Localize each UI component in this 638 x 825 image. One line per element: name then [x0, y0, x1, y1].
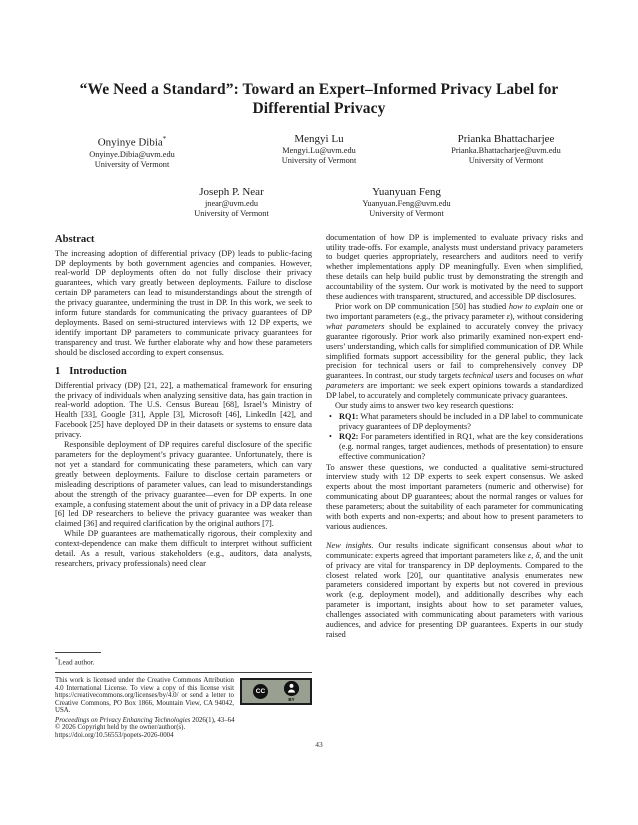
two-column-body	[0, 233, 638, 651]
author-footnote-mark: *	[162, 135, 167, 143]
left-column	[55, 233, 312, 651]
license-block	[55, 677, 312, 740]
body-paragraph: To answer these questions, we conducted a qualitative semi-structured interview study with 12 DP experts to seek expert consensus. We asked experts about the most important parameters (numeric and otherwise) for communicating about DP guarantees; about the normal ranges or values for these parameters; about the suitability of each parameter for communicating with both experts and non-experts; and about how to present parameters to various audiences.	[326, 462, 583, 531]
list-item-rq2	[326, 432, 583, 462]
author-affiliation: University of Vermont	[468, 156, 544, 165]
abstract-heading: Abstract	[55, 233, 95, 245]
author-block	[39, 133, 226, 170]
author-affiliation: University of Vermont	[94, 159, 170, 169]
page-title: “We Need a Standard”: Toward an Expert–Informed Privacy Label for Differential Privacy	[79, 81, 559, 117]
intro-paragraph: Responsible deployment of DP requires careful disclosure of the specific parameters for the deployment’s privacy guarantee. Unfortunately, there is not yet a standard for communicating these parameters, which can vary greatly between deployments. Failure to disclose certain parameters or misleading descriptions of parameter values, can lead to misunderstandings about the strength of the privacy guarantee—even for DP experts. In one example, a confusing statement about the unit of privacy in a DP data release [6] led DP researchers to believe the privacy guarantee was weaker than claimed [36] and required clarification by the original authors [7].	[55, 440, 312, 529]
body-paragraph: documentation of how DP is implemented to evaluate privacy risks and utility trade-offs. For example, analysts must understand privacy parameters to budget queries appropriately, researchers and auditors need to verify whether implementations apply DP meaningfully. Even when simplified, these details can help build public trust by demonstrating the strength and accountability of the system. Our work is motivated by the need to support these audiences with transparent, structured, and accessible DP disclosures.	[326, 232, 583, 302]
body-paragraph-new-insights: New insights. Our results indicate significant consensus about what to communicate: experts agreed that important parameters like ε, δ, and the unit of privacy are vital for transparency in DP deployments. Compared to the closest related work [20], our quantitative analysis enumerates new parameters considered important by experts but not covered in previous work (e.g. deployment model), and additionally describes why each parameter is important, insights about how to set parameter values, challenges associated with communicating about parameters with various audiences, and advice for presenting DP guarantees. Experts in our study raised	[326, 540, 583, 639]
authors-row-1	[0, 133, 638, 170]
list-item-rq1	[326, 412, 583, 432]
author-name	[319, 186, 494, 199]
author-name	[226, 133, 413, 146]
section-title: Introduction	[69, 365, 127, 377]
abstract-text: The increasing adoption of differential privacy (DP) leads to public-facing DP deployments by both government agencies and companies. However, real-world DP deployments often do not fully disclose their privacy guarantees, which vary greatly between deployments. Failure to disclose certain DP parameters can lead to misunderstandings about the strength of the privacy guarantee, undermining the trust in DP. In this work, we seek to inform future standards for communicating the privacy guarantees of DP deployments. Based on semi-structured interviews with 12 DP experts, we identify important DP parameters to communicate privacy guarantees for transparency and trust. We further elaborate why and how these parameters should be disclosed according to expert consensus.	[55, 248, 312, 357]
author-affiliation: University of Vermont	[281, 156, 357, 165]
author-block	[144, 186, 319, 219]
license-text: This work is licensed under the Creative Commons Attribution 4.0 International License. To view a copy of this license visit https://creativecommons.org/licenses/by/4.0/ or send a letter to Creative Commons, PO Box 1866, Mountain View, CA 94042, USA.	[55, 676, 234, 715]
section-heading-introduction	[55, 365, 312, 378]
author-block	[319, 186, 494, 219]
author-name-text: Onyinye Dibia	[97, 136, 163, 149]
body-paragraph: Prior work on DP communication [50] has studied how to explain one or two important parameters (e.g., the privacy parameter ε), without considering what parameters should be explained to accurately convey the privacy guarantee rigorously. Prior work also primarily examined non-expert end-users’ understanding, which calls for simplified communication of DP. While simplified formats support accessibility for the general public, they lack precision for technical users or fail to comprehensively convey DP guarantees. In contrast, our study targets technical users and focuses on what parameters are important: we seek expert opinions towards a standardized DP label, to accurately and completely communicate privacy guarantees.	[326, 302, 584, 401]
author-name	[39, 133, 226, 150]
doi-line: https://doi.org/10.56553/popets-2026-0004	[55, 732, 174, 740]
bullet-icon: •	[329, 431, 332, 441]
research-questions-list	[326, 412, 583, 462]
rq2-text: RQ2: For parameters identified in RQ1, what are the key considerations (e.g. normal ranges, target audiences, methods of presentation) to ensure effective communication?	[339, 431, 583, 461]
author-email: Onyinye.Dibia@uvm.edu	[89, 149, 175, 159]
author-block	[226, 133, 413, 170]
cc-by-attribution	[284, 681, 299, 702]
proceedings-line: Proceedings on Privacy Enhancing Technologies 2026(1), 43–64	[55, 716, 235, 724]
author-email: Yuanyuan.Feng@uvm.edu	[362, 198, 451, 208]
author-name	[144, 186, 319, 199]
author-name	[413, 133, 600, 146]
author-name-text: Mengyi Lu	[294, 133, 344, 145]
author-affiliation: University of Vermont	[369, 208, 444, 218]
author-email: Mengyi.Lu@uvm.edu	[282, 146, 356, 155]
lead-author-footnote: *Lead author.	[55, 656, 95, 666]
copyright-line: © 2026 Copyright held by the owner/author(s).	[55, 724, 186, 732]
author-name-text: Joseph P. Near	[199, 185, 264, 198]
publication-info	[55, 717, 312, 740]
rq1-text: RQ1: What parameters should be included in a DP label to communicate privacy guarantees of DP deployments?	[339, 411, 583, 431]
page-number: 43	[315, 740, 323, 749]
footnote-rule	[55, 652, 101, 653]
person-icon	[284, 681, 299, 696]
intro-paragraph: Differential privacy (DP) [21, 22], a mathematical framework for ensuring the privacy of individuals when analyzing sensitive data, has gain traction in real-world adoption. The U.S. Census Bureau [68], Israel’s Ministry of Health [33], Google [31], Apple [3], Microsoft [46], LinkedIn [42], and Facebook [25] have deployed DP in their datasets or systems to ensure data privacy.	[55, 380, 312, 440]
cc-logo-icon: CC	[253, 684, 268, 699]
author-email: jnear@uvm.edu	[204, 198, 259, 208]
cc-by-license-badge	[240, 678, 312, 705]
bullet-icon: •	[329, 411, 332, 421]
author-name-text: Yuanyuan Feng	[372, 185, 441, 198]
author-block	[413, 133, 600, 170]
right-column	[326, 233, 583, 651]
intro-paragraph: While DP guarantees are mathematically rigorous, their complexity and context-dependence can make them difficult to interpret without sufficient detail. As a result, various stakeholders (e.g., auditors, data analysts, researchers, privacy professionals) need clear	[55, 529, 312, 568]
license-divider	[55, 672, 312, 673]
footnote-license-area	[55, 652, 312, 740]
authors-row-2	[0, 186, 638, 219]
author-name-text: Prianka Bhattacharjee	[457, 133, 555, 145]
by-label: BY	[288, 696, 295, 702]
body-paragraph: Our study aims to answer two key research questions:	[335, 401, 514, 411]
author-email: Prianka.Bhattacharjee@uvm.edu	[451, 146, 561, 155]
author-affiliation: University of Vermont	[194, 208, 269, 218]
section-number: 1	[55, 365, 61, 377]
